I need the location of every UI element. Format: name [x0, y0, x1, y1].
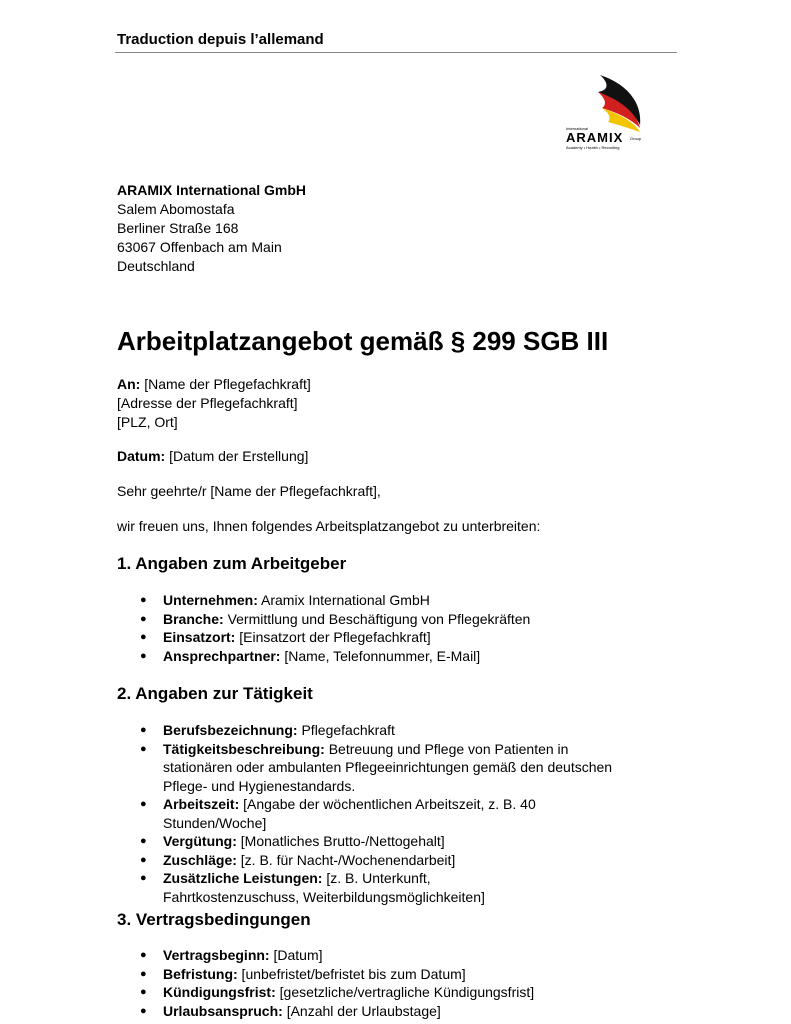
item-label: Kündigungsfrist: [163, 984, 276, 1000]
list-item [140, 965, 660, 984]
list-item [140, 946, 660, 965]
item-label: Befristung: [163, 965, 238, 982]
list-item [140, 869, 563, 906]
recipient-address: [Adresse der Pflegefachkraft] [117, 395, 298, 411]
list-item [140, 628, 660, 647]
recipient-city: [PLZ, Ort] [117, 414, 178, 430]
header-rule [115, 52, 677, 53]
document-title: Arbeitplatzangebot gemäß § 299 SGB III [117, 326, 609, 356]
item-text: [Angabe der wöchentlichen Arbeitszeit, z. B. 40 Stunden/Woche] [163, 796, 536, 831]
item-label: Arbeitszeit: [163, 796, 240, 812]
section-list [140, 946, 660, 1020]
list-item [140, 610, 660, 629]
item-text: [Datum] [269, 947, 323, 963]
date-label: Datum: [117, 448, 166, 464]
item-label: Vertragsbeginn: [163, 947, 270, 963]
item-label: Zusätzliche Leistungen: [163, 870, 323, 886]
item-text: Betreuung und Pflege von Patienten in stationären oder ambulanten Pflegeeinrichtungen gemäß den deutschen Pflege- und Hygienestandards. [163, 740, 613, 794]
item-text: [unbefristet/befristet bis zum Datum] [237, 965, 466, 982]
item-text: Pflegefachkraft [297, 722, 395, 738]
section-list [140, 721, 640, 906]
svg-text:ARAMIX: ARAMIX [566, 130, 624, 145]
recipient-name [117, 375, 311, 394]
list-item [140, 740, 640, 796]
sender-name: Salem Abomostafa [117, 201, 235, 217]
item-text: [Einsatzort der Pflegefachkraft] [235, 629, 431, 645]
item-label: Urlaubsanspruch: [163, 1002, 283, 1019]
aramix-logo [560, 70, 660, 160]
svg-text:International: International [566, 126, 589, 131]
date-line [117, 447, 308, 466]
greeting: Sehr geehrte/r [Name der Pflegefachkraft], [117, 483, 381, 499]
item-label: Unternehmen: [163, 592, 258, 608]
section-heading: 1. Angaben zum Arbeitgeber [117, 554, 347, 573]
item-label: Tätigkeitsbeschreibung: [163, 740, 325, 757]
list-item [140, 851, 640, 870]
sender-street: Berliner Straße 168 [117, 220, 239, 236]
flag-flame-icon [560, 70, 660, 160]
page-header: Traduction depuis l’allemand [117, 31, 324, 48]
list-item [140, 832, 640, 851]
list-item [140, 983, 660, 1002]
sender-city: 63067 Offenbach am Main [117, 239, 282, 255]
section-list [140, 591, 660, 665]
section-heading: 3. Vertragsbedingungen [117, 910, 311, 929]
list-item [140, 591, 660, 610]
item-text: [gesetzliche/vertragliche Kündigungsfrist] [275, 984, 535, 1000]
item-text: [Name, Telefonnummer, E-Mail] [280, 647, 481, 664]
item-text: Aramix International GmbH [257, 592, 430, 608]
item-label: Zuschläge: [163, 851, 237, 868]
svg-text:Group: Group [630, 136, 642, 141]
item-text: [z. B. Unterkunft, Fahrtkostenzuschuss, Weiterbildungsmöglichkeiten] [163, 870, 485, 905]
list-item [140, 721, 640, 740]
item-label: Berufsbezeichnung: [163, 722, 298, 738]
item-label: Ansprechpartner: [163, 647, 281, 664]
svg-text:Academy • Health • Recruiting: Academy • Health • Recruiting [566, 145, 620, 150]
recipient-name-value: [Name der Pflegefachkraft] [140, 376, 311, 392]
item-label: Vergütung: [163, 833, 237, 849]
intro: wir freuen uns, Ihnen folgendes Arbeitsplatzangebot zu unterbreiten: [117, 518, 541, 534]
item-text: Vermittlung und Beschäftigung von Pflegekräften [223, 610, 531, 627]
section-heading: 2. Angaben zur Tätigkeit [117, 684, 313, 703]
item-text: [Anzahl der Urlaubstage] [282, 1002, 441, 1019]
item-text: [z. B. für Nacht-/Wochenendarbeit] [236, 851, 456, 868]
list-item [140, 1002, 660, 1021]
item-text: [Monatliches Brutto-/Nettogehalt] [236, 833, 445, 849]
list-item [140, 647, 660, 666]
item-label: Branche: [163, 610, 224, 627]
date-value: [Datum der Erstellung] [165, 448, 309, 464]
item-label: Einsatzort: [163, 629, 236, 645]
sender-company: ARAMIX International GmbH [117, 182, 307, 198]
list-item [140, 795, 640, 832]
recipient-label: An: [117, 376, 141, 392]
sender-country: Deutschland [117, 258, 195, 274]
